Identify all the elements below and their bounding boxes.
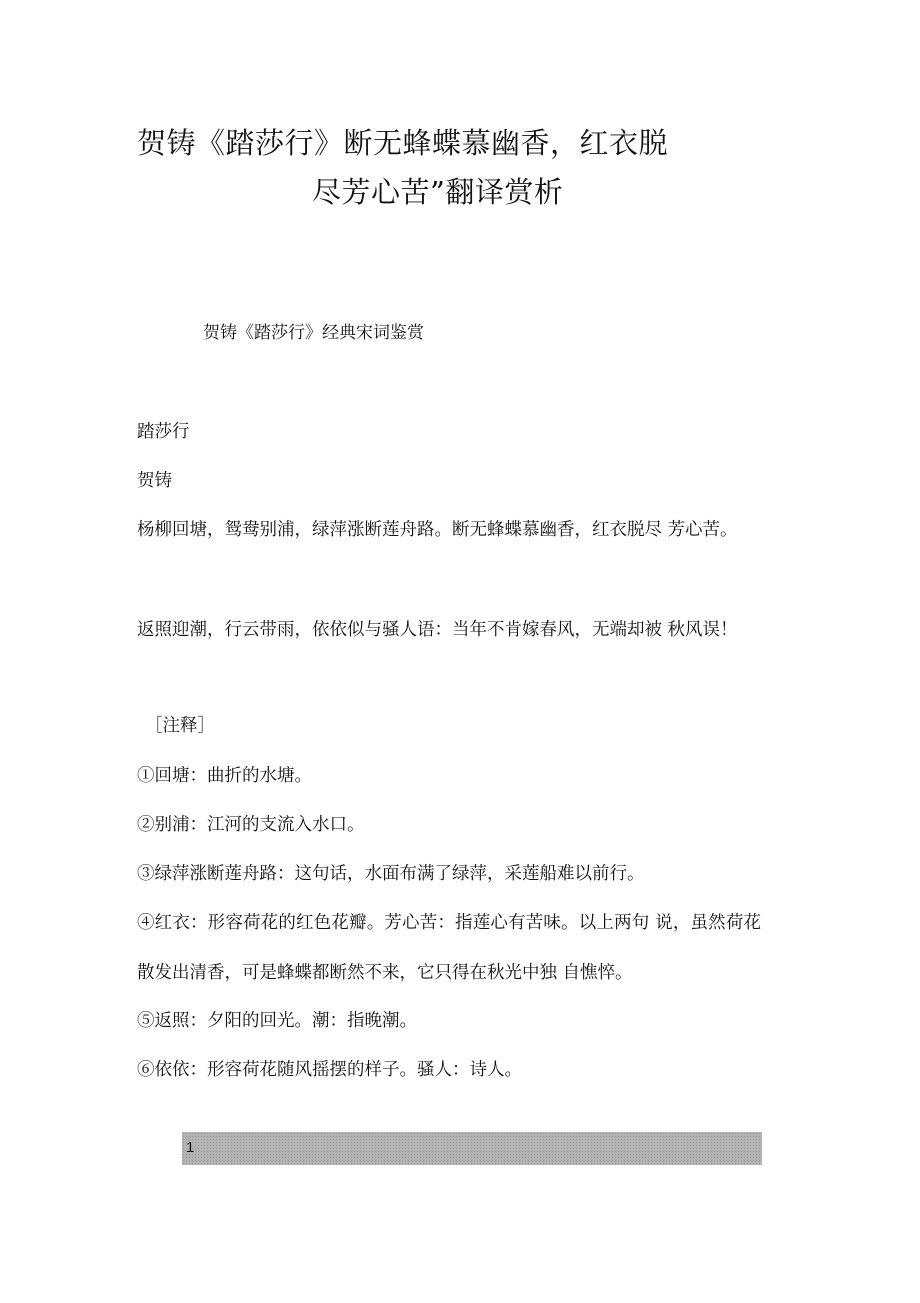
poem-author: 贺铸 (137, 471, 172, 491)
document-title-line-1: 贺铸《踏莎行》断无蜂蝶慕幽香，红衣脱 (137, 126, 669, 160)
note-item-4: ④红衣：形容荷花的红色花瓣。芳心苦：指莲心有苦味。以上两句 说，虽然荷花散发出清香，可是蜂蝶都断然不来，它只得在秋光中独 自憔悴。 (137, 913, 761, 983)
poem-stanza-1: 杨柳回塘，鸳鸯别浦，绿萍涨断莲舟路。断无蜂蝶慕幽香，红衣脱尽 芳心苦。 (137, 520, 738, 540)
page-number: 1 (186, 1139, 195, 1156)
poem-name: 踏莎行 (137, 422, 190, 442)
poem-stanza-2: 返照迎潮，行云带雨，依依似与骚人语：当年不肯嫁春风，无端却被 秋风误！ (137, 620, 738, 640)
note-item-2: ②别浦：江河的支流入水口。 (137, 815, 365, 835)
note-item-3: ③绿萍涨断莲舟路：这句话，水面布满了绿萍，采莲船难以前行。 (137, 864, 645, 884)
document-title-line-2: 尽芳心苦”翻译赏析 (312, 175, 564, 209)
note-item-1: ①回塘：曲折的水塘。 (137, 766, 312, 786)
note-item-6: ⑥依依：形容荷花随风摇摆的样子。骚人：诗人。 (137, 1060, 522, 1080)
notes-heading: ［注释］ (145, 716, 215, 736)
page-footer-bar (182, 1132, 762, 1165)
document-subtitle: 贺铸《踏莎行》经典宋词鉴赏 (203, 323, 424, 343)
note-item-5: ⑤返照：夕阳的回光。潮：指晚潮。 (137, 1011, 417, 1031)
